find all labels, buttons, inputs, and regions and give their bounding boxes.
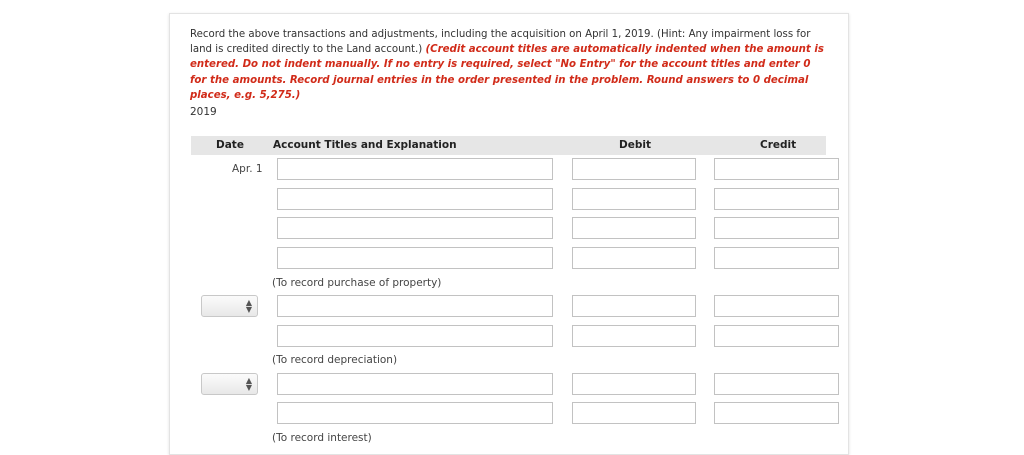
credit-input[interactable] (714, 295, 839, 317)
account-title-input[interactable] (277, 217, 553, 239)
credit-input[interactable] (714, 217, 839, 239)
debit-input[interactable] (572, 295, 696, 317)
date-select[interactable] (201, 373, 258, 395)
debit-input[interactable] (572, 373, 696, 395)
entry-explanation: (To record purchase of property) (272, 277, 442, 289)
credit-input[interactable] (714, 402, 839, 424)
account-title-input[interactable] (277, 402, 553, 424)
credit-input[interactable] (714, 188, 839, 210)
account-title-input[interactable] (277, 373, 553, 395)
journal-entry-card (169, 13, 849, 455)
select-arrows-icon: ▲ ▼ (245, 298, 252, 314)
account-title-input[interactable] (277, 295, 553, 317)
year-label: 2019 (190, 106, 217, 118)
credit-input[interactable] (714, 373, 839, 395)
credit-input[interactable] (714, 247, 839, 269)
credit-input[interactable] (714, 325, 839, 347)
debit-input[interactable] (572, 402, 696, 424)
credit-input[interactable] (714, 158, 839, 180)
debit-input[interactable] (572, 325, 696, 347)
entry-date: Apr. 1 (232, 163, 263, 175)
header-account: Account Titles and Explanation (273, 139, 457, 151)
entry-explanation: (To record depreciation) (272, 354, 398, 366)
instructions-note: (Credit account titles are automatically indented when the amount is entered. Do not indent manually. If no entry is required, select "No Entry" for the account titles and enter 0 for the amounts. Record journal entries in the order presented in the problem. Round answers to 0 decimal places, e.g. 5,275.) (190, 44, 824, 101)
debit-input[interactable] (572, 188, 696, 210)
table-header (191, 136, 826, 155)
header-debit: Debit (619, 139, 651, 151)
header-date: Date (216, 139, 244, 151)
instructions-text: Record the above transactions and adjustments, including the acquisition on April 1, 2019. (Hint: Any impairment loss for land is credited directly to the Land account.) (190, 29, 811, 56)
account-title-input[interactable] (277, 158, 553, 180)
account-title-input[interactable] (277, 188, 553, 210)
account-title-input[interactable] (277, 325, 553, 347)
debit-input[interactable] (572, 217, 696, 239)
instructions (190, 27, 830, 103)
header-credit: Credit (760, 139, 797, 151)
account-title-input[interactable] (277, 247, 553, 269)
debit-input[interactable] (572, 247, 696, 269)
entry-explanation: (To record interest) (272, 432, 372, 444)
select-arrows-icon: ▲ ▼ (245, 376, 252, 392)
date-select[interactable] (201, 295, 258, 317)
debit-input[interactable] (572, 158, 696, 180)
